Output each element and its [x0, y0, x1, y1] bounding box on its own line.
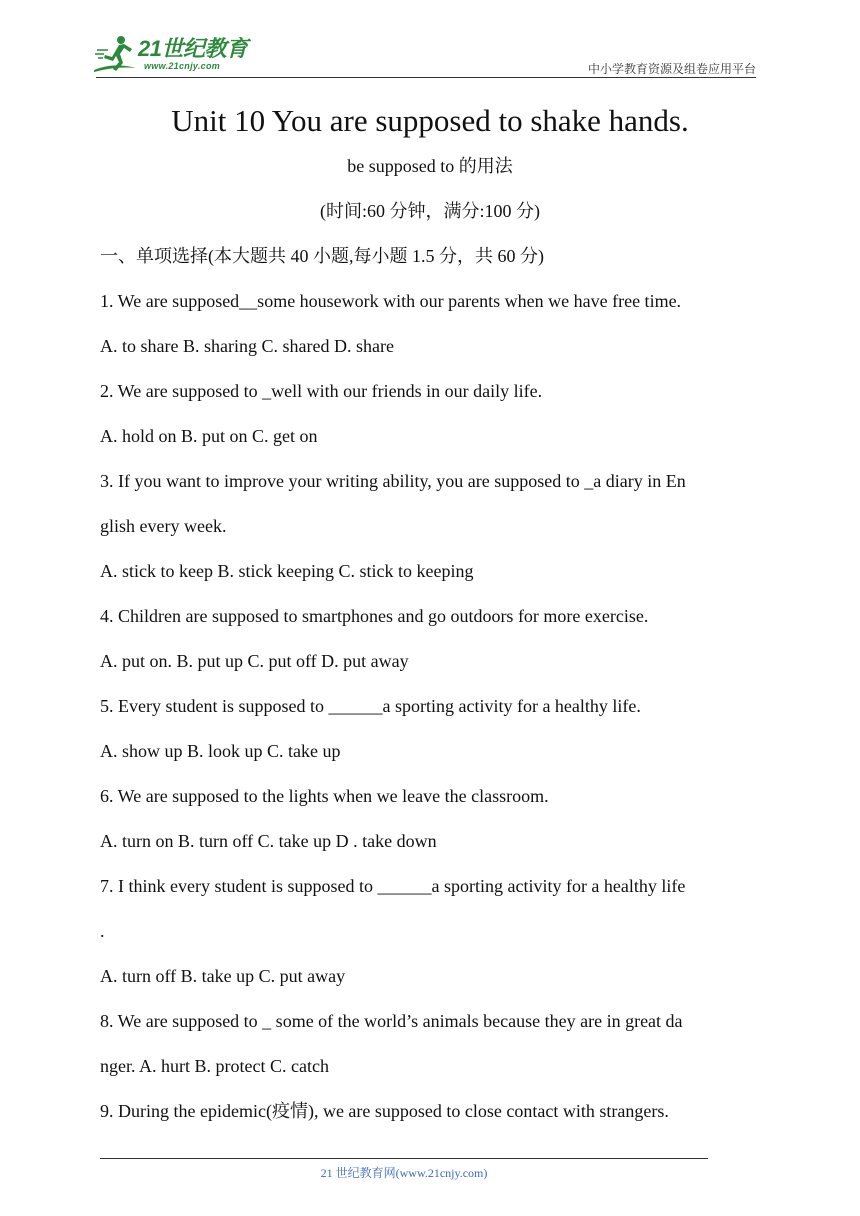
answer-options: A. turn on B. turn off C. take up D . take down [100, 831, 437, 851]
document-title: Unit 10 You are supposed to shake hands. [171, 103, 689, 138]
runner-icon [92, 32, 142, 78]
footer-divider [100, 1158, 708, 1159]
question-text: 9. During the epidemic(疫情), we are supposed to close contact with strangers. [100, 1101, 669, 1121]
question-list [100, 241, 770, 1141]
question-text-continued: glish every week. [100, 516, 227, 536]
answer-options: A. put on. B. put up C. put off D. put away [100, 651, 409, 671]
answer-options: A. turn off B. take up C. put away [100, 966, 346, 986]
question-text: 8. We are supposed to _ some of the world’s animals because they are in great da [100, 1011, 683, 1031]
question-text: 6. We are supposed to the lights when we leave the classroom. [100, 786, 549, 806]
logo [92, 32, 262, 78]
answer-options: A. stick to keep B. stick keeping C. stick to keeping [100, 561, 474, 581]
logo-text: 21世纪教育 [138, 36, 248, 61]
logo-url: www.21cnjy.com [144, 61, 221, 71]
question-text: 3. If you want to improve your writing ability, you are supposed to _a diary in En [100, 471, 686, 491]
page-header [0, 0, 860, 80]
question-text: 5. Every student is supposed to ______a sporting activity for a healthy life. [100, 696, 641, 716]
document-subtitle: be supposed to 的用法 [347, 156, 513, 176]
answer-options: A. show up B. look up C. take up [100, 741, 341, 761]
question-text: 7. I think every student is supposed to ______a sporting activity for a healthy life [100, 876, 686, 896]
question-text-continued: nger. A. hurt B. protect C. catch [100, 1056, 329, 1076]
question-text: 1. We are supposed__some housework with our parents when we have free time. [100, 291, 682, 311]
question-text: 4. Children are supposed to smartphones and go outdoors for more exercise. [100, 606, 649, 626]
header-divider [96, 77, 756, 78]
section-heading: 一、单项选择(本大题共 40 小题,每小题 1.5 分，共 60 分) [100, 246, 544, 266]
header-tagline: 中小学教育资源及组卷应用平台 [587, 62, 756, 76]
answer-options: A. to share B. sharing C. shared D. share [100, 336, 394, 356]
footer-text: 21 世纪教育网(www.21cnjy.com) [320, 1166, 488, 1180]
question-text-continued: . [100, 921, 105, 941]
answer-options: A. hold on B. put on C. get on [100, 426, 318, 446]
question-text: 2. We are supposed to _well with our friends in our daily life. [100, 381, 543, 401]
exam-time-info: (时间:60 分钟，满分:100 分) [320, 201, 540, 221]
